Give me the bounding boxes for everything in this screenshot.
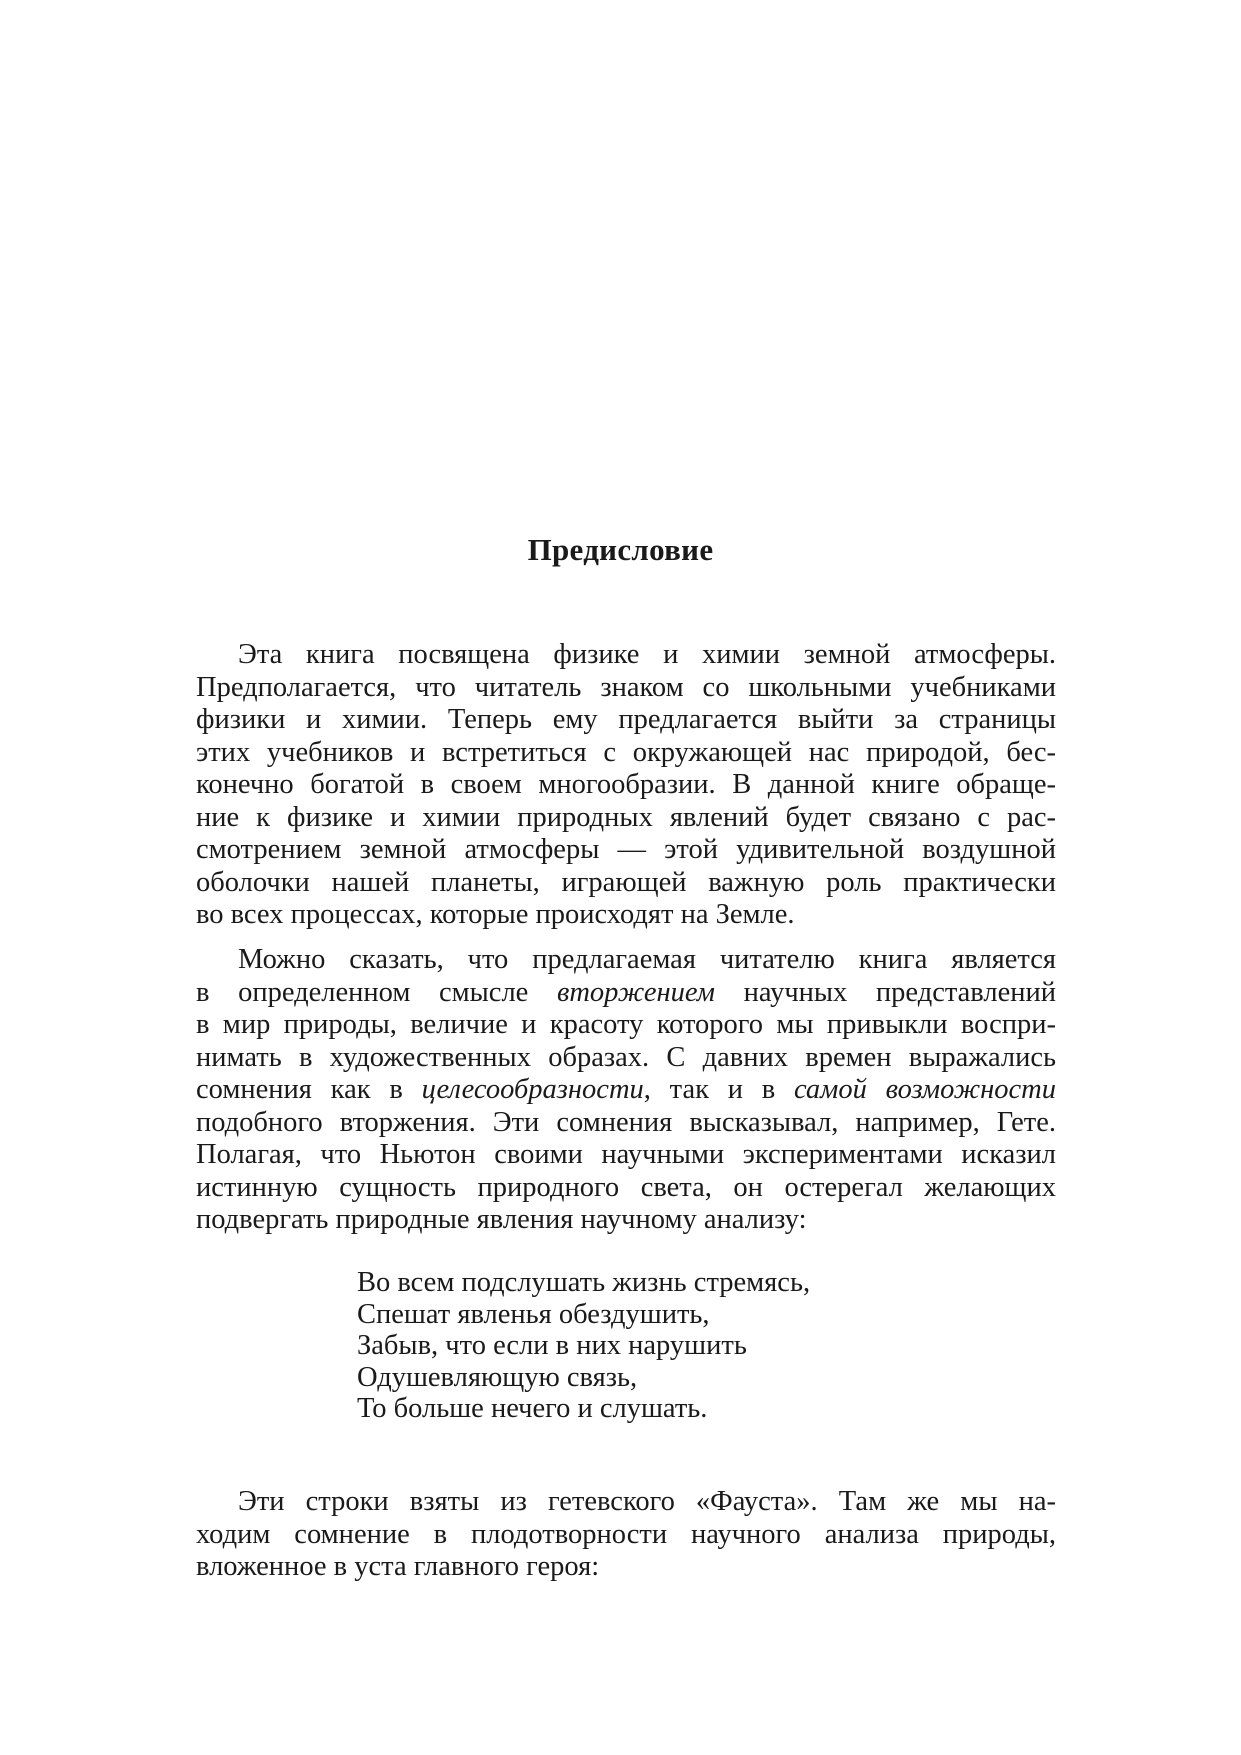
text-line bbox=[196, 1074, 1056, 1107]
text-line: Предполагается, что читатель знаком со школьными учебниками bbox=[196, 671, 1056, 703]
verse-line: Во всем подслушать жизнь стремясь, bbox=[357, 1267, 811, 1298]
text-line: конечно богатой в своем многообразии. В данной книге обраще- bbox=[196, 769, 1056, 800]
text-line: ходим сомнение в плодотворности научного анализа природы, bbox=[196, 1518, 1056, 1550]
text-line: подобного вторжения. Эти сомнения высказывал, например, Гете. bbox=[196, 1106, 1056, 1138]
text-span: научных представлений bbox=[715, 976, 1057, 1008]
verse-quote bbox=[357, 1267, 810, 1425]
verse-line: Забыв, что если в них нарушить bbox=[357, 1330, 747, 1361]
text-line: вложенное в уста главного героя: bbox=[196, 1551, 600, 1582]
text-line: Полагая, что Ньютон своими научными экспериментами исказил bbox=[196, 1139, 1056, 1170]
text-line bbox=[196, 977, 1056, 1010]
verse-line: Спешат явленья обездушить, bbox=[357, 1298, 710, 1330]
paragraph-2 bbox=[196, 944, 1056, 1237]
text-line: нимать в художественных образах. С давних времен выражались bbox=[196, 1041, 1056, 1073]
text-line: этих учебников и встретиться с окружающей нас природой, бес- bbox=[196, 736, 1056, 768]
text-line: подвергать природные явления научному анализу: bbox=[196, 1204, 807, 1235]
paragraph-1 bbox=[196, 639, 1056, 932]
text-line: Можно сказать, что предлагаемая читателю книга является bbox=[238, 944, 1056, 975]
text-line: смотрением земной атмосферы — этой удивительной воздушной bbox=[196, 834, 1056, 865]
page-title: Предисловие bbox=[527, 532, 714, 567]
paragraph-3 bbox=[196, 1486, 1056, 1584]
text-line: истинную сущность природного света, он остерегал желающих bbox=[196, 1171, 1056, 1203]
text-line: Эти строки взяты из гетевского «Фауста». Там же мы на- bbox=[238, 1486, 1056, 1517]
emphasis-text: целесообразности bbox=[421, 1074, 644, 1105]
emphasis-text: самой возможности bbox=[793, 1074, 1056, 1105]
verse-line: Одушевляющую связь, bbox=[357, 1361, 638, 1393]
text-line: в мир природы, величие и красоту которого мы привыкли воспри- bbox=[196, 1009, 1056, 1040]
text-line: ние к физике и химии природных явлений будет связано с рас- bbox=[196, 801, 1056, 833]
text-line: во всех процессах, которые происходят на Земле. bbox=[196, 899, 795, 930]
text-span: в определенном смысле bbox=[196, 976, 557, 1008]
text-span: , так и в bbox=[643, 1074, 794, 1105]
emphasis-text: вторжением bbox=[556, 976, 715, 1008]
text-span: сомнения как в bbox=[196, 1074, 422, 1105]
text-line: Эта книга посвящена физике и химии земной атмосферы. bbox=[238, 639, 1056, 670]
verse-line: То больше нечего и слушать. bbox=[357, 1393, 708, 1424]
text-line: физики и химии. Теперь ему предлагается выйти за страницы bbox=[196, 704, 1056, 735]
text-line: оболочки нашей планеты, играющей важную роль практически bbox=[196, 866, 1056, 898]
